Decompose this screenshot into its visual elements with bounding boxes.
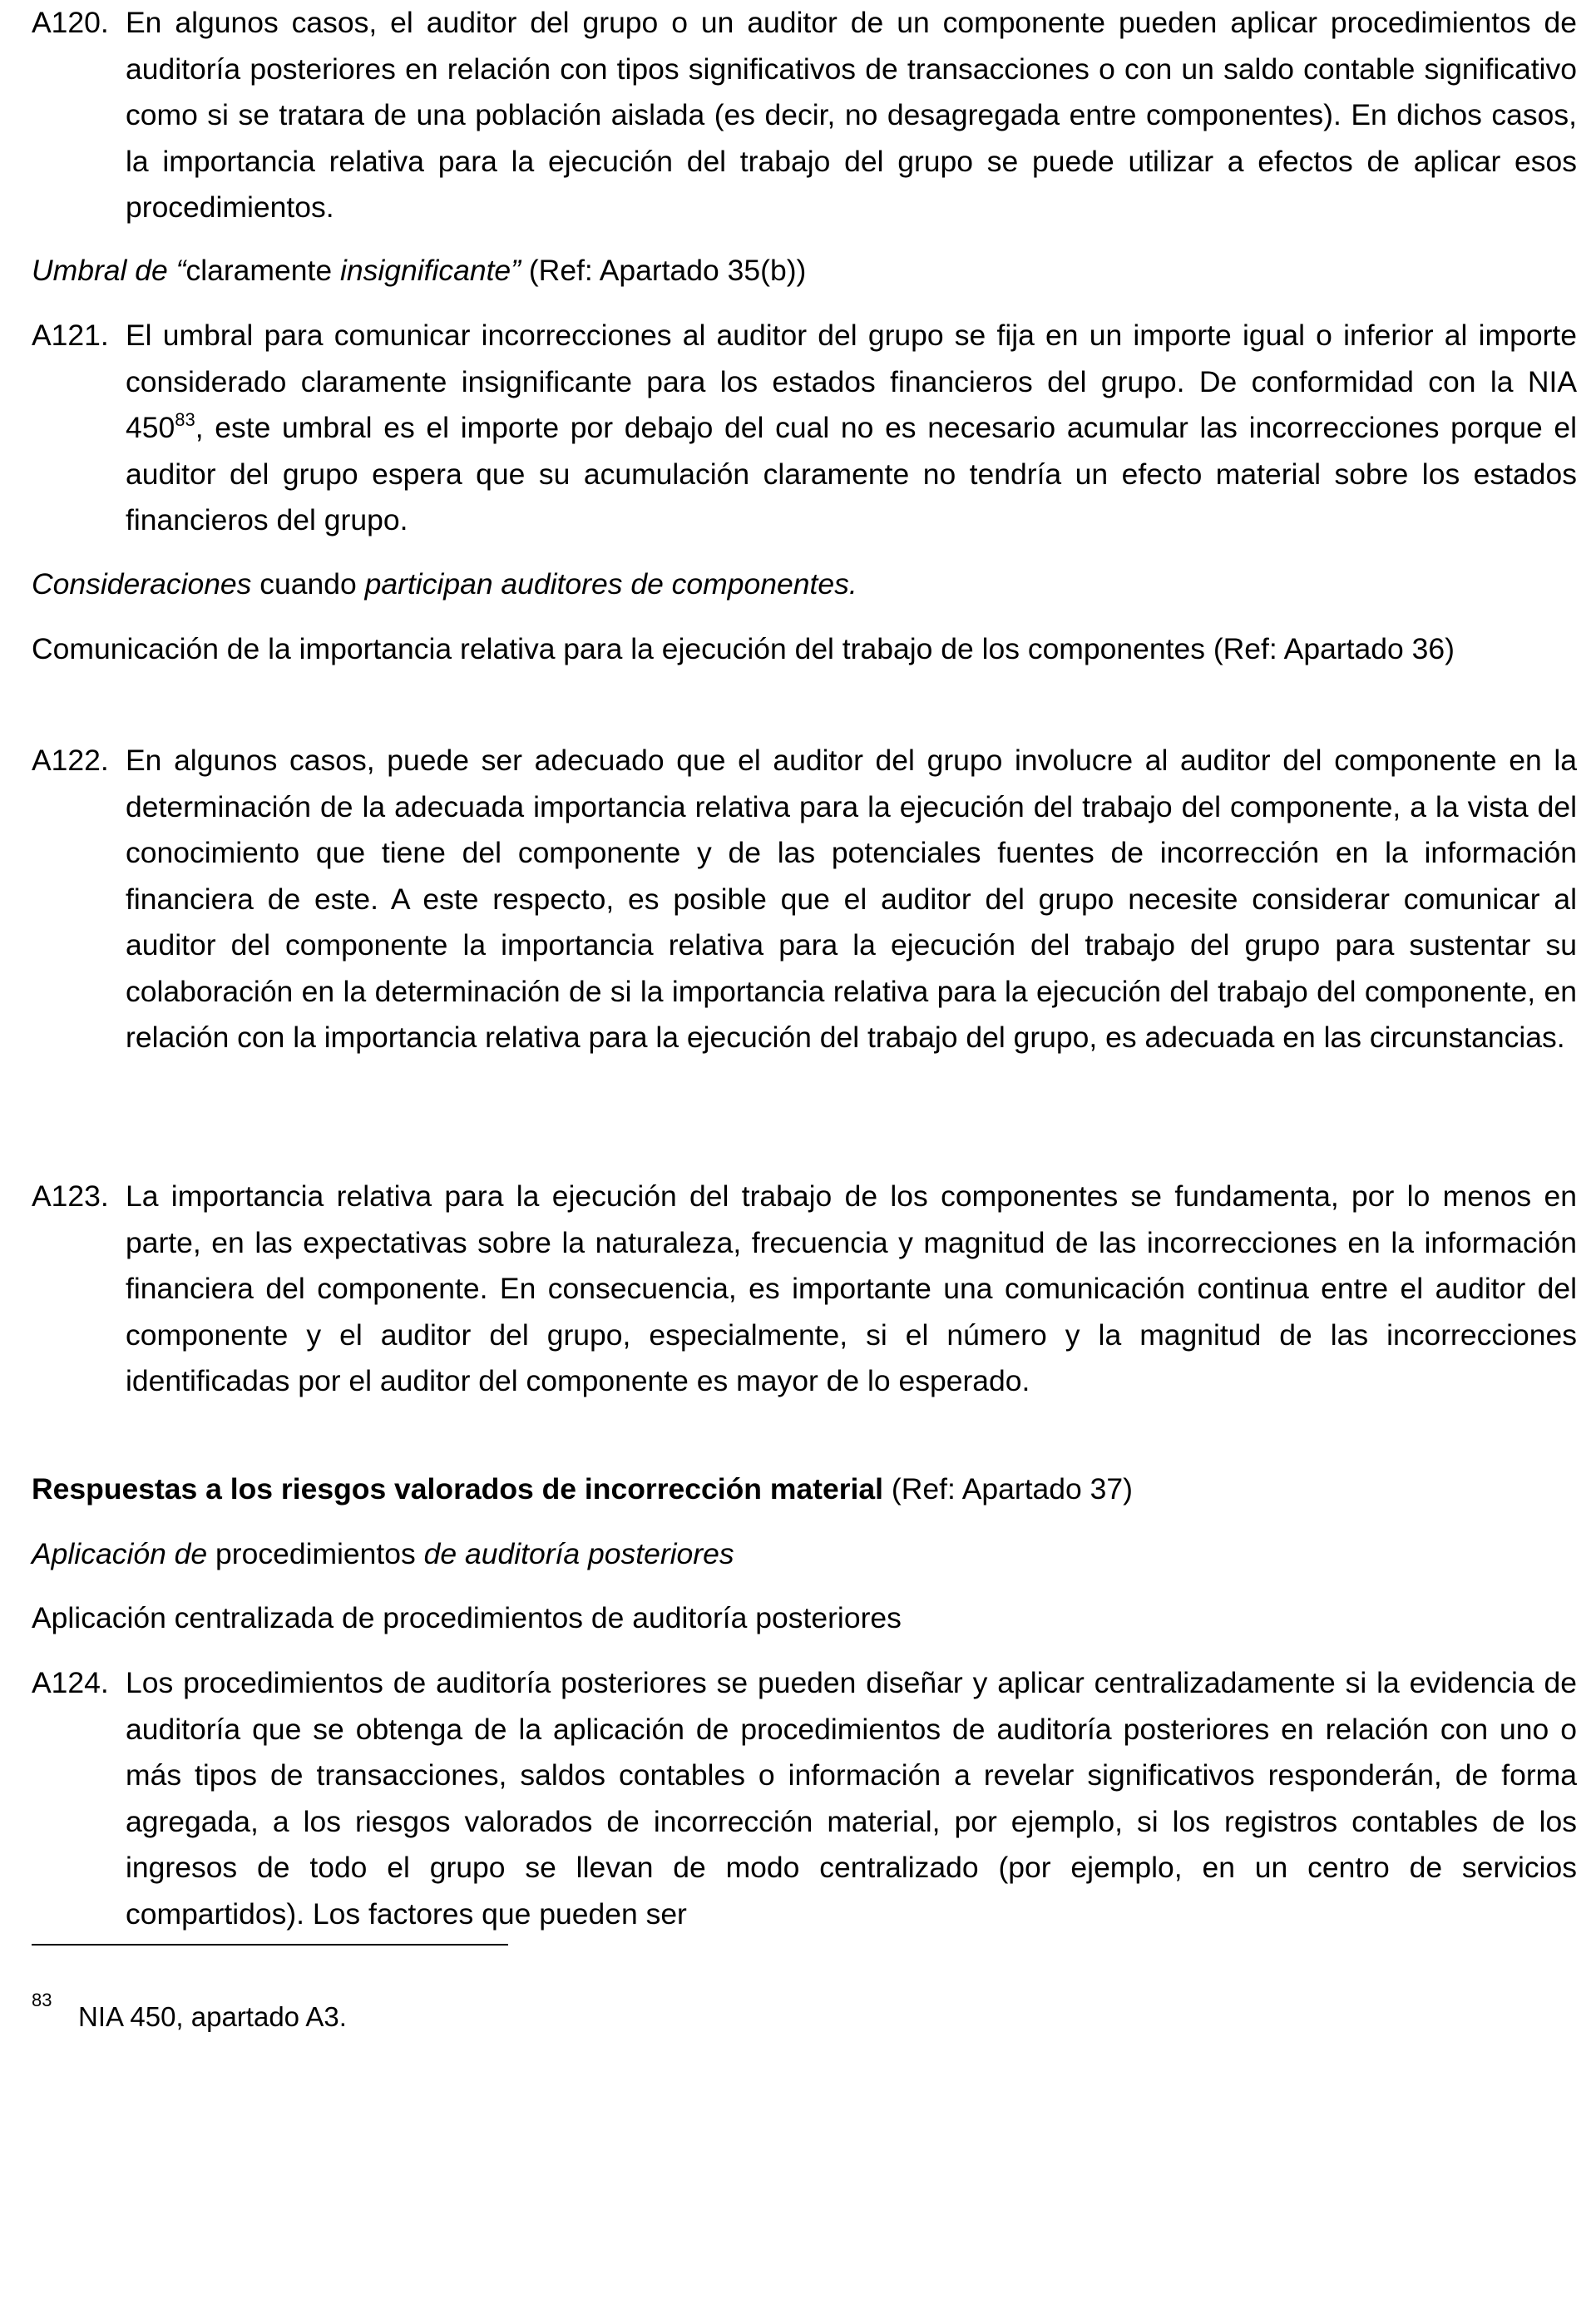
paragraph-text: La importancia relativa para la ejecución del trabajo de los componentes se fundamenta, por lo menos en parte, en las expectativas sobre la naturaleza, frecuencia y magnitud de las incorrecciones en la información financiera del componente. En consecuencia, es importante una comunicación continua entre el auditor del componente y el auditor del grupo, especialmente, si el número y la magnitud de las incorrecciones identificadas por el auditor del componente es mayor de lo esperado. bbox=[126, 1179, 1577, 1397]
heading-part: Respuestas a los riesgos valorados de incorrección material bbox=[32, 1472, 884, 1506]
heading-umbral bbox=[32, 248, 806, 294]
paragraph-a121 bbox=[32, 313, 1577, 544]
paragraph-number: A124. bbox=[32, 1666, 109, 1699]
heading-part: participan auditores de componentes. bbox=[364, 567, 857, 601]
heading-part: de auditoría posteriores bbox=[423, 1537, 734, 1570]
paragraph-number: A120. bbox=[32, 6, 109, 39]
paragraph-a122 bbox=[32, 738, 1577, 1061]
heading-part: procedimientos bbox=[207, 1537, 424, 1570]
heading-comunicacion: Comunicación de la importancia relativa para la ejecución del trabajo de los componentes (Ref: Apartado 36) bbox=[32, 632, 1455, 665]
paragraph-number: A121. bbox=[32, 319, 109, 352]
heading-consideraciones bbox=[32, 561, 857, 608]
footnote-separator bbox=[32, 1944, 508, 1946]
paragraph-a123 bbox=[32, 1174, 1577, 1405]
paragraph-number: A122. bbox=[32, 744, 109, 777]
heading-part: claramente bbox=[185, 254, 340, 287]
paragraph-text: Los procedimientos de auditoría posteriores se pueden diseñar y aplicar centralizadamente si la evidencia de auditoría que se obtenga de la aplicación de procedimientos de auditoría posteriores en relación con uno o más tipos de transacciones, saldos contables o información a revelar significativos responderán, de forma agregada, a los riesgos valorados de incorrección material, por ejemplo, si los registros contables de los ingresos de todo el grupo se llevan de modo centralizado (por ejemplo, en un centro de servicios compartidos). Los factores que pueden ser bbox=[126, 1666, 1577, 1931]
heading-part: cuando bbox=[251, 567, 365, 601]
paragraph-text bbox=[126, 313, 1577, 544]
paragraph-text: En algunos casos, puede ser adecuado que el auditor del grupo involucre al auditor del componente en la determinación de la adecuada importancia relativa para la ejecución del trabajo del componente, a la vista del conocimiento que tiene del componente y de las potenciales fuentes de incorrección en la información financiera de este. A este respecto, es posible que el auditor del grupo necesite considerar comunicar al auditor del componente la importancia relativa para la ejecución del trabajo del grupo para sustentar su colaboración en la determinación de si la importancia relativa para la ejecución del trabajo del componente, en relación con la importancia relativa para la ejecución del trabajo del grupo, es adecuada en las circunstancias. bbox=[126, 744, 1577, 1054]
heading-aplicacion bbox=[32, 1531, 734, 1578]
paragraph-number: A123. bbox=[32, 1179, 109, 1213]
heading-part: Consideraciones bbox=[32, 567, 252, 601]
heading-part: Umbral de bbox=[32, 254, 176, 287]
heading-ref: (Ref: Apartado 35(b)) bbox=[521, 254, 807, 287]
heading-part: “ bbox=[175, 254, 186, 287]
footnote-text: NIA 450, apartado A3. bbox=[78, 2001, 347, 2032]
heading-part: insignificante” bbox=[339, 254, 521, 287]
heading-part: Aplicación de bbox=[32, 1537, 208, 1570]
paragraph-text: En algunos casos, el auditor del grupo o un auditor de un componente pueden aplicar procedimientos de auditoría posteriores en relación con tipos significativos de transacciones o con un saldo contable significativo como si se tratara de una población aislada (es decir, no desagregada entre componentes). En dichos casos, la importancia relativa para la ejecución del trabajo del grupo se puede utilizar a efectos de aplicar esos procedimientos. bbox=[126, 6, 1577, 224]
heading-aplicacion-centralizada: Aplicación centralizada de procedimientos de auditoría posteriores bbox=[32, 1601, 902, 1634]
heading-respuestas bbox=[32, 1466, 1133, 1513]
footnote-reference[interactable]: 83 bbox=[175, 409, 195, 430]
paragraph-text-part: , este umbral es el importe por debajo del cual no es necesario acumular las incorrecciones porque el auditor del grupo espera que su acumulación claramente no tendría un efecto material sobre los estados financieros del grupo. bbox=[126, 411, 1577, 536]
paragraph-text-part: El umbral para comunicar incorrecciones al auditor del grupo se fija en un importe igual o inferior al importe considerado claramente insignificante para los estados financieros del grupo. De conformidad con la NIA 450 bbox=[126, 319, 1577, 444]
paragraph-a120 bbox=[32, 0, 1577, 231]
heading-ref: (Ref: Apartado 37) bbox=[883, 1472, 1133, 1506]
footnote bbox=[32, 1990, 347, 2034]
paragraph-a124 bbox=[32, 1660, 1577, 1937]
footnote-number: 83 bbox=[32, 1990, 52, 2010]
